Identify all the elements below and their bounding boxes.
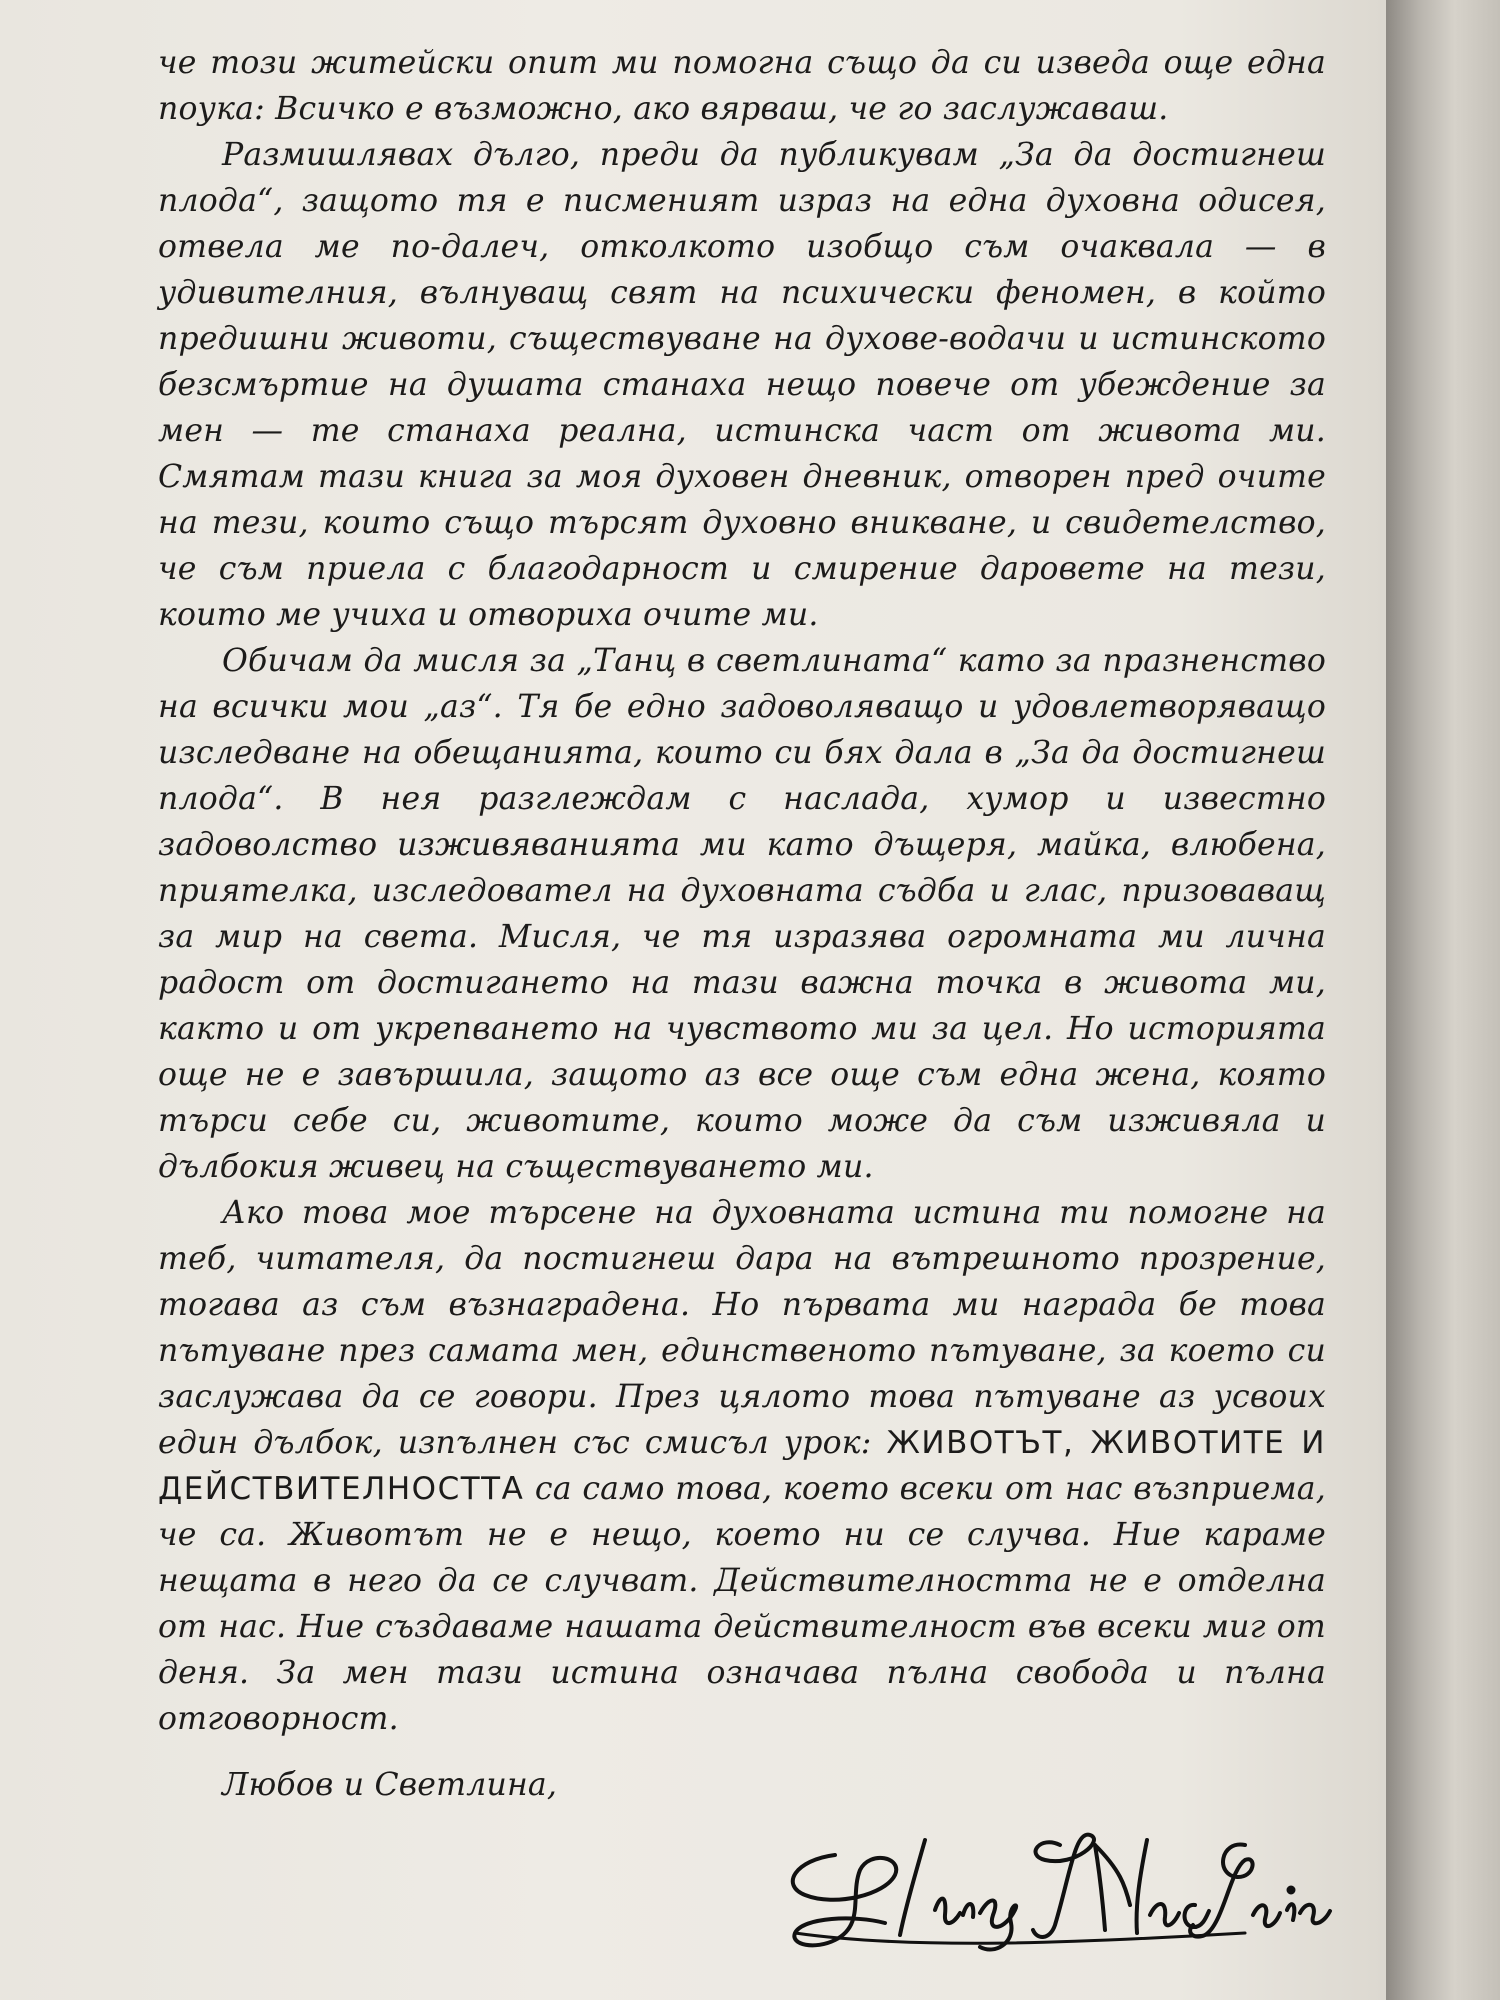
body-text [158,40,1326,1808]
paragraph-4-start: Ако това мое търсене на духовната истина ти помогне на теб, читателя, да постигнеш дара на вътрешното прозрение, тогава аз съм възнаградена. Но първата ми награда бе това пътуване през самата мен, единственото пътуване, за което си заслужава да се говори. През цялото това пътуване аз усвоих един дълбок, изпълнен със смисъл урок: [158,1195,1326,1461]
signature-icon [775,1815,1335,1965]
paragraph-4-end: са само това, което всеки от нас възприема, че са. Животът не е нещо, което ни се случва. Ние караме нещата в него да се случват. Действителността не е отделна от нас. Ние създаваме нашата действителност във всеки миг от деня. За мен тази истина означава пълна свобода и пълна отговорност. [158,1471,1326,1737]
paragraph-3: Обичам да мисля за „Танц в светлината“ като за празненство на всички мои „аз“. Тя бе едно задоволяващо и удовлетворяващо изследване на обещанията, които си бях дала в „За да достигнеш плода“. В нея разглеждам с наслада, хумор и известно задоволство изживяванията ми като дъщеря, майка, влюбена, приятелка, изследовател на духовната съдба и глас, призоваващ за мир на света. Мисля, че тя изразява огромната ми лична радост от достигането на тази важна точка в живота ми, както и от укрепването на чувството ми за цел. Но историята още не е завършила, защото аз все още съм една жена, която търси себе си, животите, които може да съм изживяла и дълбокия живец на съществуването ми. [158,643,1326,1185]
paragraph-1: че този житейски опит ми помогна също да си изведа още една поука: Всичко е възможно, ако вярваш, че го заслужаваш. [158,45,1326,127]
paragraph-4 [158,1190,1326,1742]
closing-salutation: Любов и Светлина, [222,1767,558,1803]
paragraph-4-emphasis: ЖИВОТЪТ, ЖИВОТИТЕ И ДЕЙСТВИТЕЛНОСТТА [158,1425,1326,1507]
adjacent-page-edge [1386,0,1500,2000]
paragraph-2: Размишлявах дълго, преди да публикувам „За да достигнеш плода“, защото тя е писменият израз на една духовна одисея, отвела ме по-далеч, отколкото изобщо съм очаквала — в удивителния, вълнуващ свят на психически феномен, в който предишни животи, съществуване на духове-водачи и истинското безсмъртие на душата станаха нещо повече от убеждение за мен — те станаха реална, истинска част от живота ми. Смятам тази книга за моя духовен дневник, отворен пред очите на тези, които също търсят духовно вникване, и свидетелство, че съм приела с благодарност и смирение даровете на тези, които ме учиха и отвориха очите ми. [158,137,1326,633]
